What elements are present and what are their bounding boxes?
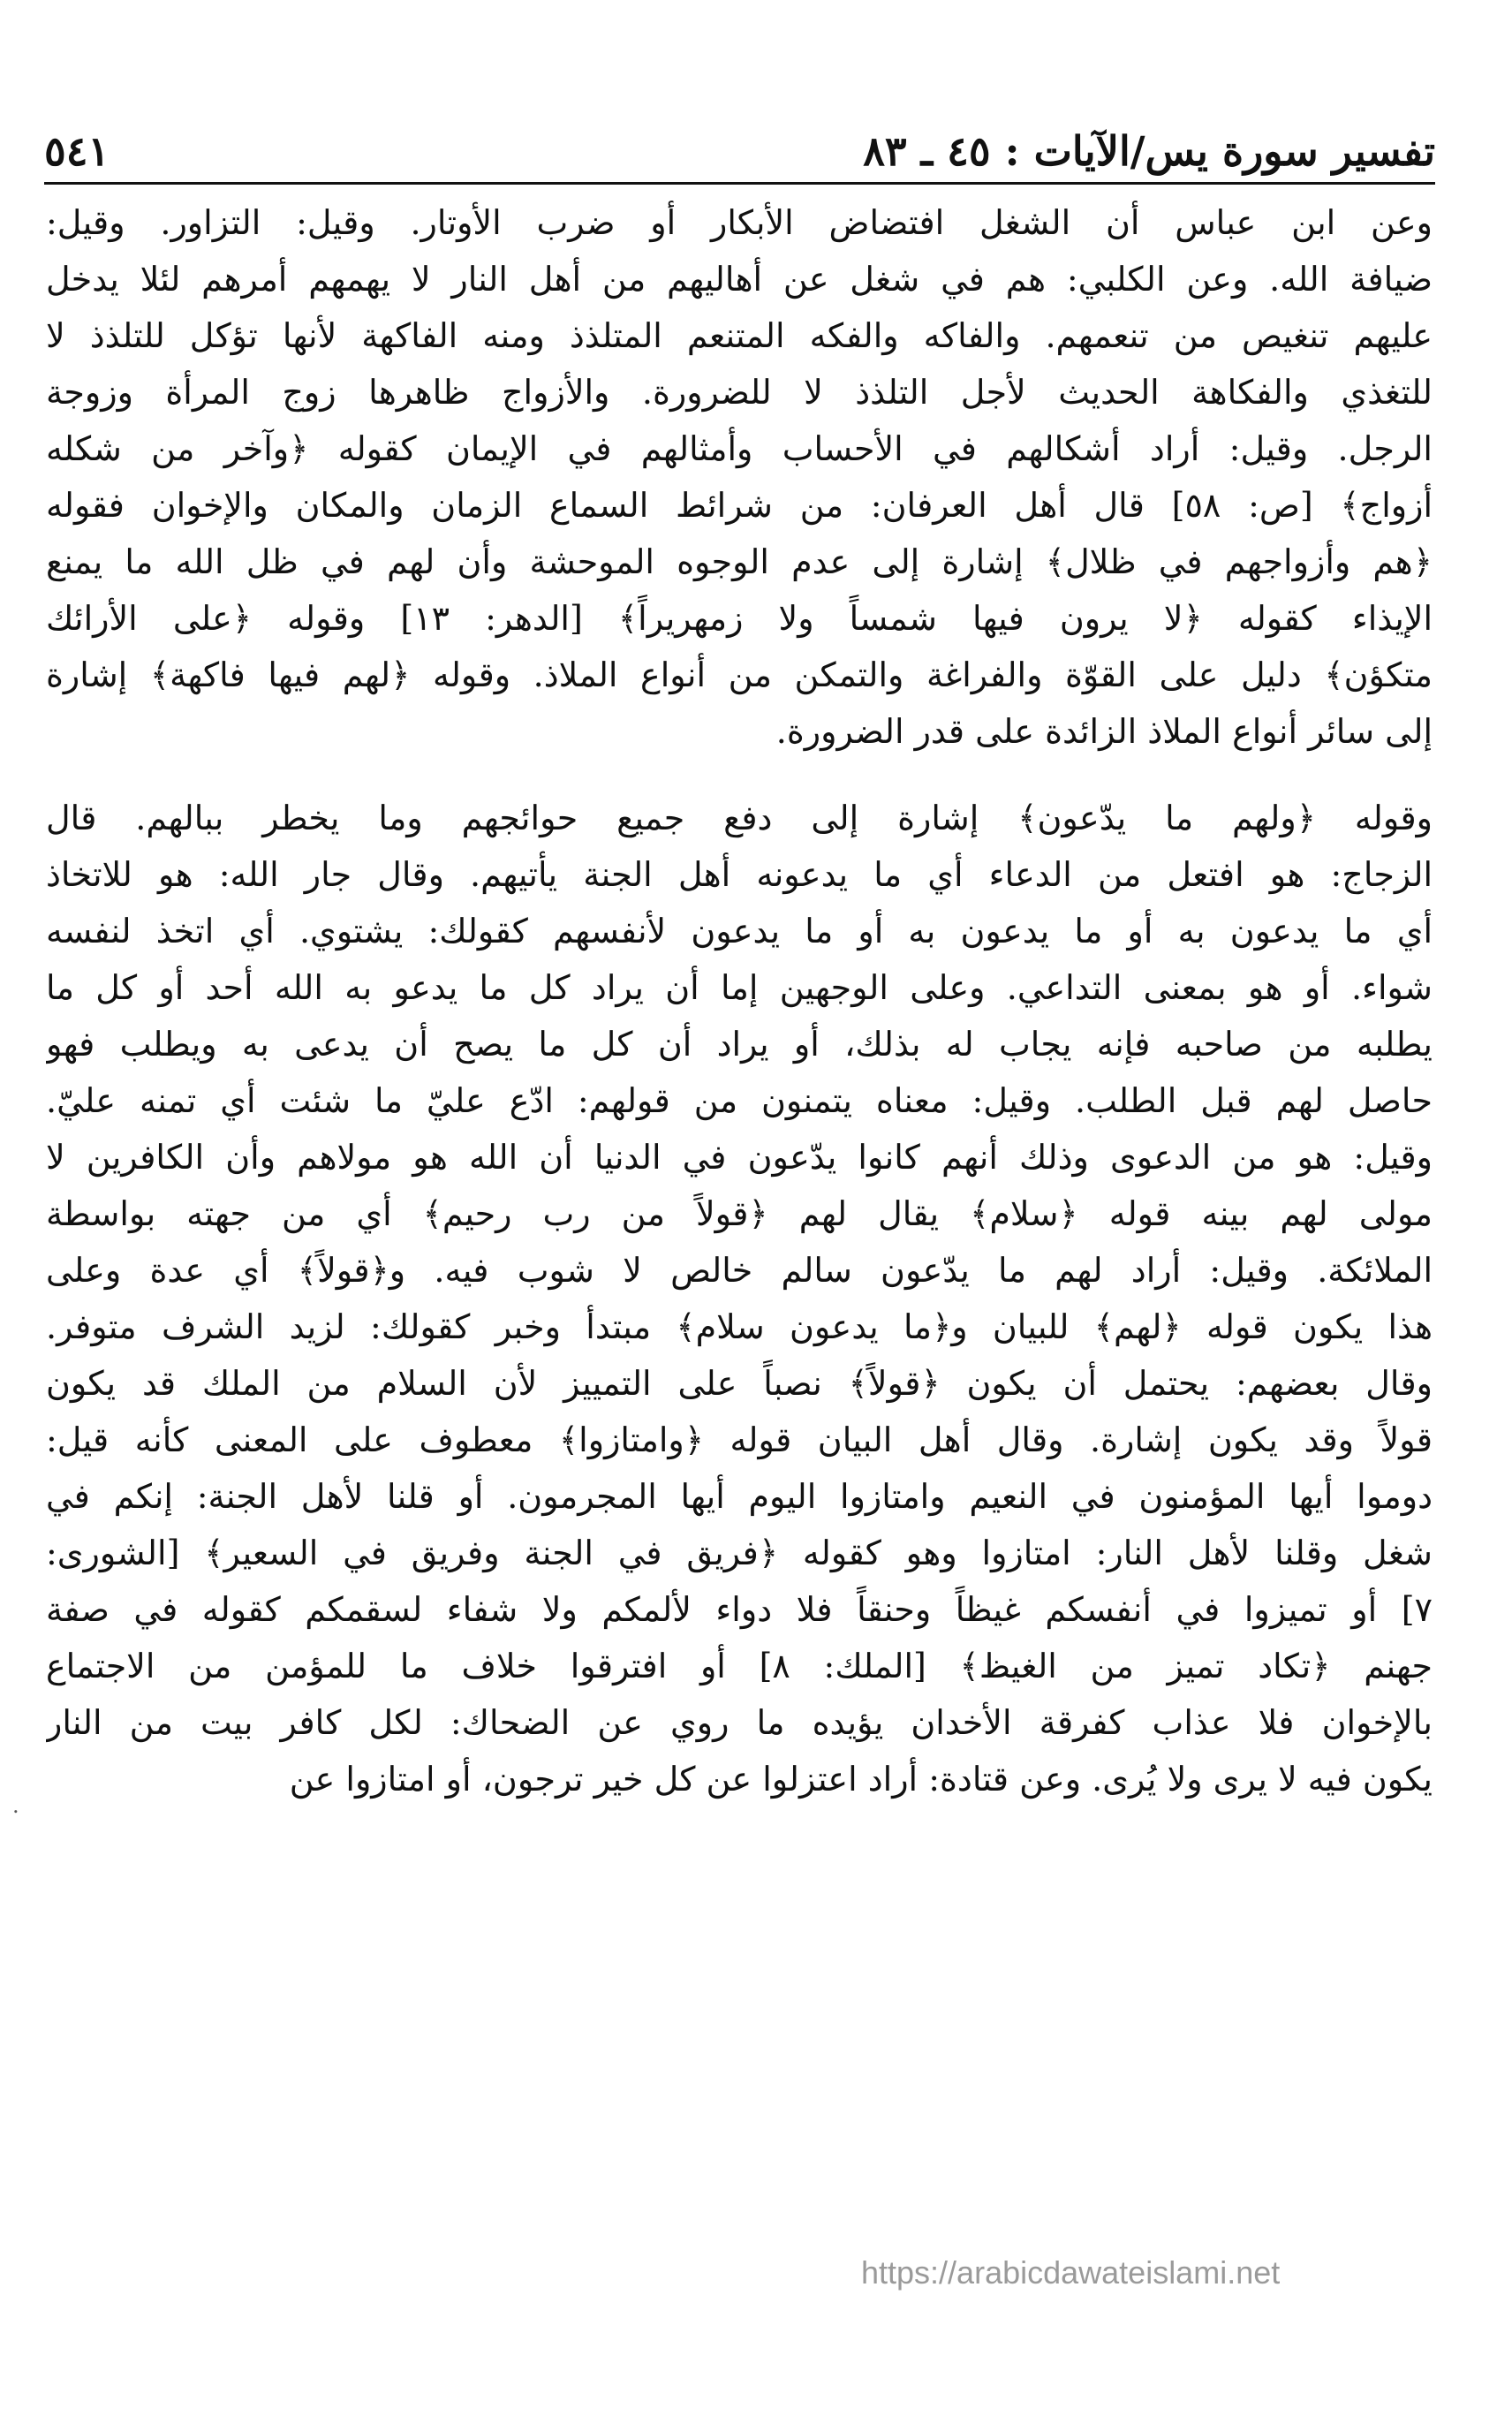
text-line: عليهم تنغيص من تنعمهم. والفاكه والفكه المتنعم المتلذذ ومنه الفاكهة لأنها تؤكل للتلذذ لا <box>46 316 1433 355</box>
text-line: ٧] أو تميزوا في أنفسكم غيظاً وحنقاً فلا دواء لألمكم ولا شفاء لسقمكم كقوله في صفة <box>46 1590 1433 1629</box>
text-line: مولى لهم بينه قوله ﴿سلام﴾ يقال لهم ﴿قولاً من رب رحيم﴾ أي من جهته بواسطة <box>46 1194 1433 1233</box>
text-line: وعن ابن عباس أن الشغل افتضاض الأبكار أو ضرب الأوتار. وقيل: التزاور. وقيل: <box>46 203 1433 242</box>
paragraph <box>46 194 1433 760</box>
text-line: وقال بعضهم: يحتمل أن يكون ﴿قولاً﴾ نصباً على التمييز لأن السلام من الملك قد يكون <box>46 1364 1433 1403</box>
margin-mark: . <box>12 1793 19 1818</box>
text-line: يكون فيه لا يرى ولا يُرى. وعن قتادة: أراد اعتزلوا عن كل خير ترجون، أو امتازوا عن <box>289 1760 1433 1799</box>
text-line: أي ما يدعون به أو ما يدعون به أو ما يدعون لأنفسهم كقولك: يشتوي. أي اتخذ لنفسه <box>46 912 1433 950</box>
text-line: بالإخوان فلا عذاب كفرقة الأخدان يؤيده ما روي عن الضحاك: لكل كافر بيت من النار <box>46 1703 1433 1742</box>
paragraph-gap <box>46 760 1433 790</box>
paragraph <box>46 790 1433 1807</box>
body-text <box>46 194 1433 1807</box>
text-line: ضيافة الله. وعن الكلبي: هم في شغل عن أهاليهم من أهل النار لا يهمهم أمرهم لئلا يدخل <box>46 260 1433 299</box>
running-title: تفسير سورة يس/الآيات : ٤٥ ـ ٨٣ <box>863 127 1435 175</box>
text-line: قولاً وقد يكون إشارة. وقال أهل البيان قوله ﴿وامتازوا﴾ معطوف على المعنى كأنه قيل: <box>46 1420 1433 1459</box>
text-line: يطلبه من صاحبه فإنه يجاب له بذلك، أو يراد أن كل ما يصح أن يدعى به ويطلب فهو <box>46 1025 1433 1064</box>
text-line: ﴿هم وأزواجهم في ظلال﴾ إشارة إلى عدم الوجوه الموحشة وأن لهم في ظل الله ما يمنع <box>46 542 1433 581</box>
text-line: دوموا أيها المؤمنون في النعيم وامتازوا اليوم أيها المجرمون. أو قلنا لأهل الجنة: إنكم في <box>46 1477 1433 1516</box>
text-line: حاصل لهم قبل الطلب. وقيل: معناه يتمنون من قولهم: ادّع عليّ ما شئت أي تمنه عليّ. <box>46 1081 1433 1120</box>
text-line: شواء. أو هو بمعنى التداعي. وعلى الوجهين إما أن يراد كل ما يدعو به الله أحد أو كل ما <box>46 968 1433 1007</box>
text-line: للتغذي والفكاهة الحديث لأجل التلذذ لا للضرورة. والأزواج ظاهرها زوج المرأة وزوجة <box>46 373 1433 412</box>
text-line: شغل وقلنا لأهل النار: امتازوا وهو كقوله ﴿فريق في الجنة وفريق في السعير﴾ [الشورى: <box>46 1534 1433 1572</box>
text-line: إلى سائر أنواع الملاذ الزائدة على قدر الضرورة. <box>775 712 1433 751</box>
page-header <box>44 104 1435 175</box>
text-line: وقيل: هو من الدعوى وذلك أنهم كانوا يدّعون في الدنيا أن الله هو مولاهم وأن الكافرين لا <box>46 1138 1433 1177</box>
text-line: الملائكة. وقيل: أراد لهم ما يدّعون سالم خالص لا شوب فيه. و﴿قولاً﴾ أي عدة وعلى <box>46 1251 1433 1290</box>
text-line: هذا يكون قوله ﴿لهم﴾ للبيان و﴿ما يدعون سلام﴾ مبتدأ وخبر كقولك: لزيد الشرف متوفر. <box>46 1307 1433 1346</box>
text-line: وقوله ﴿ولهم ما يدّعون﴾ إشارة إلى دفع جميع حوائجهم وما يخطر ببالهم. قال <box>46 799 1433 837</box>
text-line: الإيذاء كقوله ﴿لا يرون فيها شمساً ولا زمهريراً﴾ [الدهر: ١٣] وقوله ﴿على الأرائك <box>46 599 1433 638</box>
text-line: الرجل. وقيل: أراد أشكالهم في الأحساب وأمثالهم في الإيمان كقوله ﴿وآخر من شكله <box>46 429 1433 468</box>
watermark-url: https://arabicdawateislami.net <box>861 2254 1281 2291</box>
text-line: متكؤن﴾ دليل على القوّة والفراغة والتمكن من أنواع الملاذ. وقوله ﴿لهم فيها فاكهة﴾ إشارة <box>46 655 1433 694</box>
page-number: ٥٤١ <box>44 127 110 175</box>
header-divider <box>44 182 1435 185</box>
text-line: أزواج﴾ [ص: ٥٨] قال أهل العرفان: من شرائط السماع الزمان والمكان والإخوان فقوله <box>46 486 1433 525</box>
text-line: الزجاج: هو افتعل من الدعاء أي ما يدعونه أهل الجنة يأتيهم. وقال جار الله: هو للاتخاذ <box>46 855 1433 894</box>
text-line: جهنم ﴿تكاد تميز من الغيظ﴾ [الملك: ٨] أو افترقوا خلاف ما للمؤمن من الاجتماع <box>46 1647 1433 1685</box>
